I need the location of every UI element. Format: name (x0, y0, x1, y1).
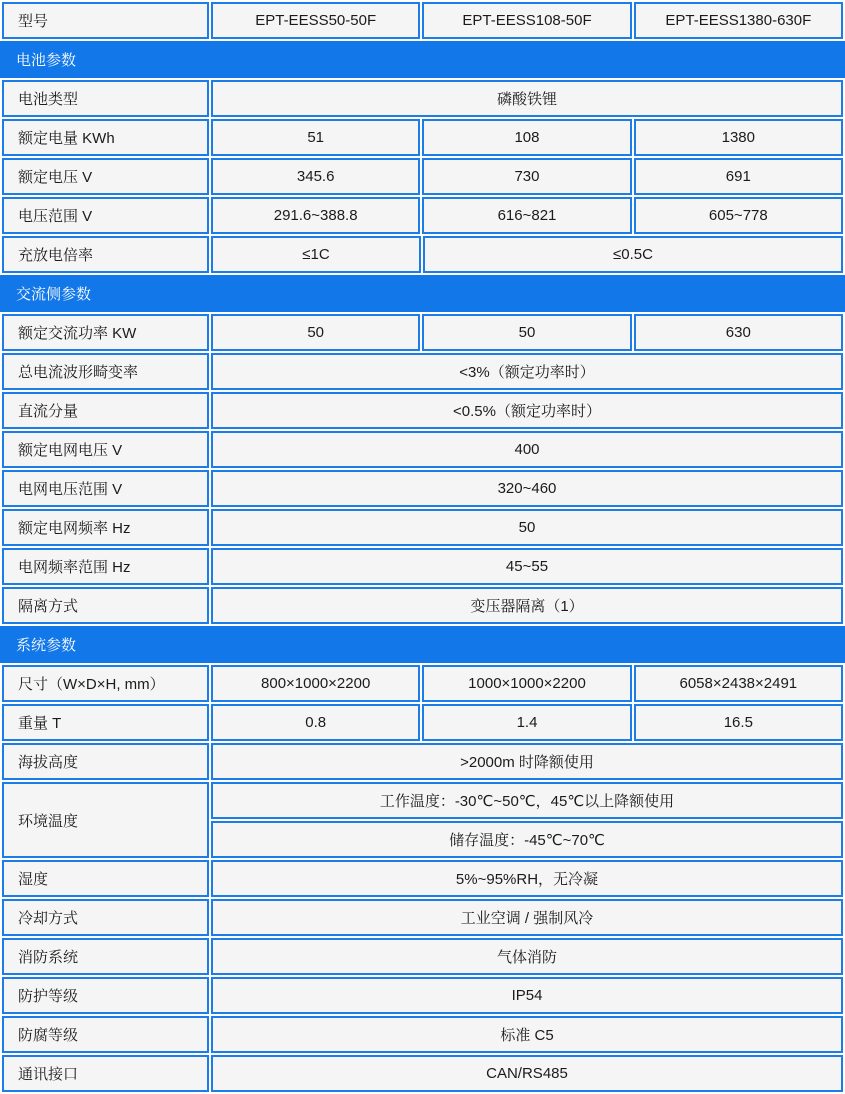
row-grid-frequency-range (2, 548, 843, 585)
row-label: 电网电压范围 V (2, 470, 209, 507)
cell-value: <0.5%（额定功率时） (211, 392, 843, 429)
row-voltage-range (2, 197, 843, 234)
row-label: 电网频率范围 Hz (2, 548, 209, 585)
cell-value: ≤1C (211, 236, 421, 273)
row-communication-interface (2, 1055, 843, 1092)
model-row (2, 2, 843, 39)
cell-value: 标准 C5 (211, 1016, 843, 1053)
row-fire-suppression (2, 938, 843, 975)
row-cooling (2, 899, 843, 936)
cell-value: 磷酸铁锂 (211, 80, 843, 117)
cell-value: <3%（额定功率时） (211, 353, 843, 390)
row-rated-grid-frequency (2, 509, 843, 546)
cell-value: 1.4 (422, 704, 631, 741)
row-label: 海拔高度 (2, 743, 209, 780)
row-label: 额定交流功率 KW (2, 314, 209, 351)
section-header-ac: 交流侧参数 (0, 275, 845, 312)
cell-value: 5%~95%RH，无冷凝 (211, 860, 843, 897)
row-label: 额定电网电压 V (2, 431, 209, 468)
cell-value: 291.6~388.8 (211, 197, 420, 234)
row-rated-ac-power (2, 314, 843, 351)
cell-value: 800×1000×2200 (211, 665, 420, 702)
cell-value: 320~460 (211, 470, 843, 507)
cell-value: 605~778 (634, 197, 843, 234)
row-ingress-protection (2, 977, 843, 1014)
row-label: 消防系统 (2, 938, 209, 975)
model-name: EPT-EESS108-50F (422, 2, 631, 39)
cell-value: ≤0.5C (423, 236, 843, 273)
row-rated-energy (2, 119, 843, 156)
section-header-system: 系统参数 (0, 626, 845, 663)
cell-value: 616~821 (422, 197, 631, 234)
row-label: 电压范围 V (2, 197, 209, 234)
row-label: 额定电网频率 Hz (2, 509, 209, 546)
cell-value: IP54 (211, 977, 843, 1014)
cell-value: 工作温度：-30℃~50℃，45℃以上降额使用 (211, 782, 843, 819)
cell-value: 6058×2438×2491 (634, 665, 843, 702)
cell-value: 50 (211, 314, 420, 351)
cell-value: 1000×1000×2200 (422, 665, 631, 702)
row-dc-component (2, 392, 843, 429)
model-row-label: 型号 (2, 2, 209, 39)
cell-value: 16.5 (634, 704, 843, 741)
cell-value: 730 (422, 158, 631, 195)
row-label: 防腐等级 (2, 1016, 209, 1053)
row-label: 环境温度 (2, 782, 209, 858)
cell-value: 变压器隔离（1） (211, 587, 843, 624)
row-label: 湿度 (2, 860, 209, 897)
row-label: 防护等级 (2, 977, 209, 1014)
row-battery-type (2, 80, 843, 117)
row-label: 冷却方式 (2, 899, 209, 936)
row-weight (2, 704, 843, 741)
row-dimensions (2, 665, 843, 702)
row-altitude (2, 743, 843, 780)
cell-value: 1380 (634, 119, 843, 156)
model-name: EPT-EESS50-50F (211, 2, 420, 39)
row-anticorrosion-grade (2, 1016, 843, 1053)
row-grid-voltage-range (2, 470, 843, 507)
cell-value: 工业空调 / 强制风冷 (211, 899, 843, 936)
cell-value: 345.6 (211, 158, 420, 195)
row-label: 额定电压 V (2, 158, 209, 195)
row-thd (2, 353, 843, 390)
section-header-battery: 电池参数 (0, 41, 845, 78)
row-label: 充放电倍率 (2, 236, 209, 273)
cell-value: CAN/RS485 (211, 1055, 843, 1092)
row-ambient-temperature (2, 782, 843, 858)
cell-value: 630 (634, 314, 843, 351)
cell-value: 45~55 (211, 548, 843, 585)
cell-value: >2000m 时降额使用 (211, 743, 843, 780)
model-name: EPT-EESS1380-630F (634, 2, 843, 39)
row-label: 通讯接口 (2, 1055, 209, 1092)
cell-value: 气体消防 (211, 938, 843, 975)
row-rated-voltage (2, 158, 843, 195)
cell-value: 50 (422, 314, 631, 351)
ambient-temperature-values (211, 782, 843, 858)
row-rated-grid-voltage (2, 431, 843, 468)
row-isolation (2, 587, 843, 624)
cell-value: 400 (211, 431, 843, 468)
row-humidity (2, 860, 843, 897)
cell-value: 50 (211, 509, 843, 546)
row-label: 重量 T (2, 704, 209, 741)
cell-value: 108 (422, 119, 631, 156)
cell-value: 51 (211, 119, 420, 156)
cell-value: 691 (634, 158, 843, 195)
row-c-rate (2, 236, 843, 273)
row-label: 尺寸（W×D×H, mm） (2, 665, 209, 702)
row-label: 隔离方式 (2, 587, 209, 624)
row-label: 额定电量 KWh (2, 119, 209, 156)
cell-value: 0.8 (211, 704, 420, 741)
row-label: 总电流波形畸变率 (2, 353, 209, 390)
row-label: 电池类型 (2, 80, 209, 117)
row-label: 直流分量 (2, 392, 209, 429)
cell-value: 储存温度：-45℃~70℃ (211, 821, 843, 858)
